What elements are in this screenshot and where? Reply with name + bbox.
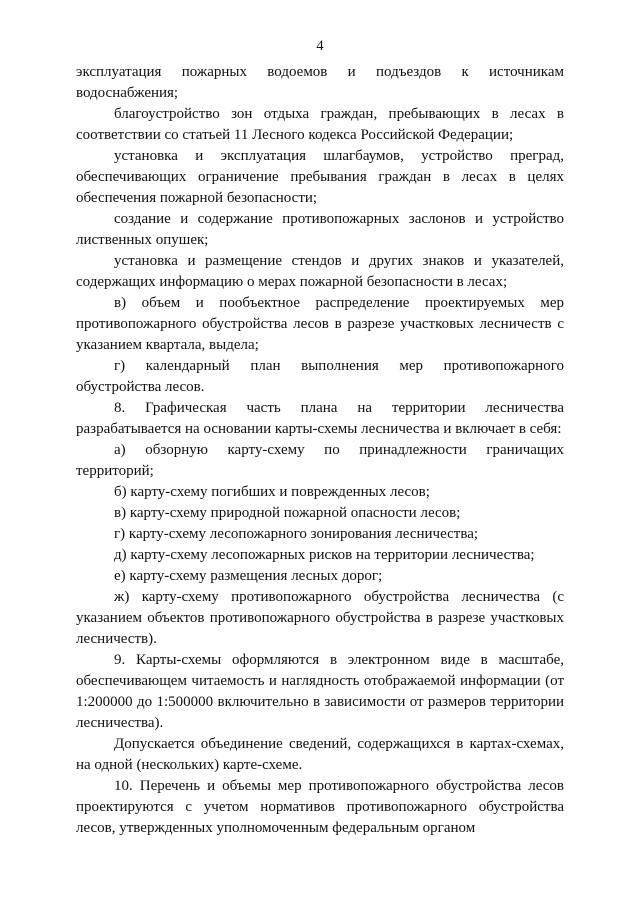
- paragraph: г) календарный план выполнения мер противопожарного обустройства лесов.: [76, 358, 564, 395]
- paragraph: в) карту-схему природной пожарной опасности лесов;: [114, 505, 461, 521]
- paragraph: д) карту-схему лесопожарных рисков на территории лесничества;: [114, 547, 535, 563]
- paragraph: Допускается объединение сведений, содержащихся в картах-схемах, на одной (нескольких) карте-схеме.: [76, 736, 564, 773]
- document-body: [76, 62, 564, 839]
- paragraph: б) карту-схему погибших и поврежденных лесов;: [114, 484, 430, 500]
- paragraph: 10. Перечень и объемы мер противопожарного обустройства лесов проектируются с учетом нормативов противопожарного обустройства лесов, утвержденных уполномоченным федеральным органом: [76, 778, 564, 836]
- paragraph: в) объем и пообъектное распределение проектируемых мер противопожарного обустройства лесов в разрезе участковых лесничеств с указанием квартала, выдела;: [76, 295, 564, 353]
- paragraph: 8. Графическая часть плана на территории лесничества разрабатывается на основании карты-схемы лесничества и включает в себя:: [76, 400, 564, 437]
- paragraph: благоустройство зон отдыха граждан, пребывающих в лесах в соответствии со статьей 11 Лесного кодекса Российской Федерации;: [76, 106, 564, 143]
- paragraph: ж) карту-схему противопожарного обустройства лесничества (с указанием объектов противопожарного обустройства в разрезе участковых лесничеств).: [76, 589, 564, 647]
- page-number: 4: [316, 38, 324, 54]
- paragraph: г) карту-схему лесопожарного зонирования лесничества;: [114, 526, 479, 542]
- paragraph: установка и размещение стендов и других знаков и указателей, содержащих информацию о мерах пожарной безопасности в лесах;: [76, 253, 564, 290]
- paragraph: 9. Карты-схемы оформляются в электронном виде в масштабе, обеспечивающем читаемость и наглядность отображаемой информации (от 1:200000 до 1:500000 включительно в зависимости от размеров территории лесничества).: [76, 652, 564, 731]
- paragraph: а) обзорную карту-схему по принадлежности граничащих территорий;: [76, 442, 564, 479]
- paragraph: создание и содержание противопожарных заслонов и устройство лиственных опушек;: [76, 211, 564, 248]
- paragraph: установка и эксплуатация шлагбаумов, устройство преград, обеспечивающих ограничение пребывания граждан в лесах в целях обеспечения пожарной безопасности;: [76, 148, 564, 206]
- paragraph: е) карту-схему размещения лесных дорог;: [114, 568, 383, 584]
- paragraph: эксплуатация пожарных водоемов и подъездов к источникам водоснабжения;: [76, 64, 564, 101]
